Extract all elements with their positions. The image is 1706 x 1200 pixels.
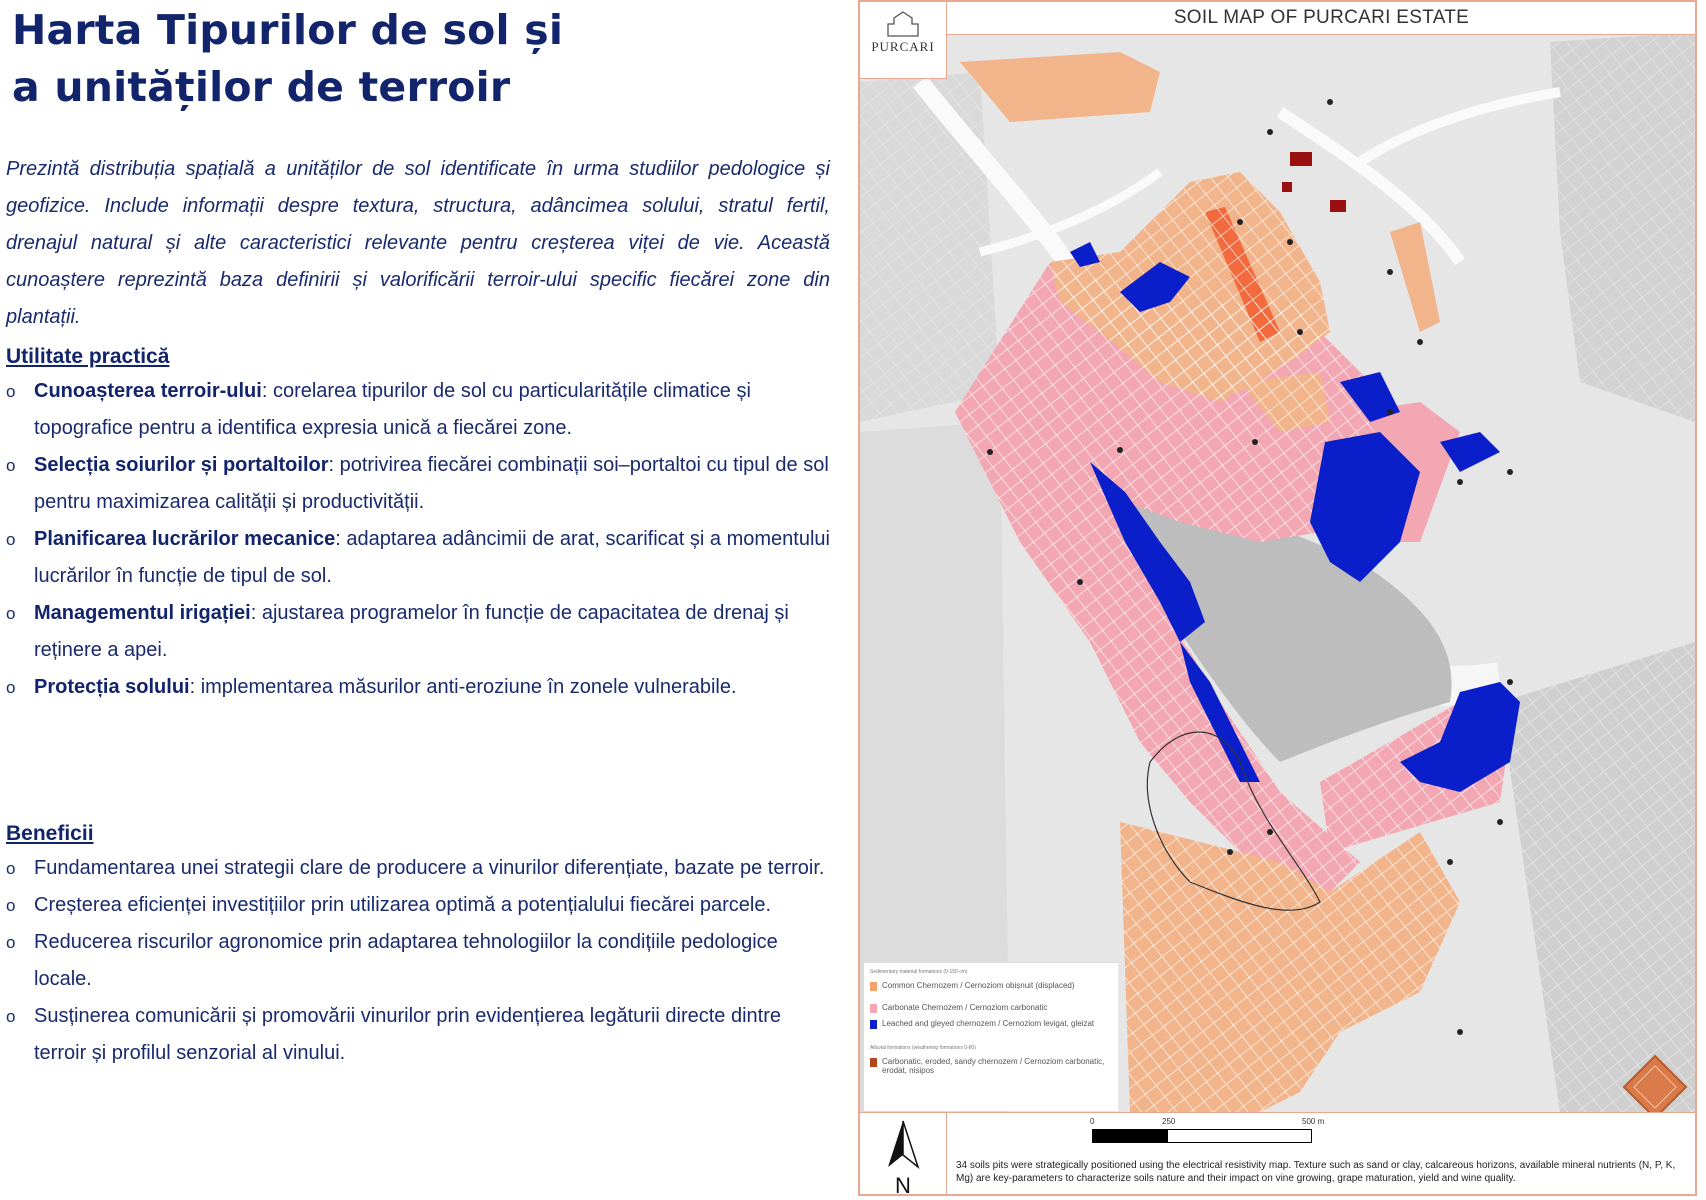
- darkred-plot-2: [1330, 200, 1346, 212]
- utilitate-item-title: Cunoașterea terroir-ului: [34, 380, 262, 402]
- utilitate-item: [6, 669, 836, 706]
- utilitate-item-text: : corelarea tipurilor de sol cu particularitățile climatice și topografice pentru a identifica expresia unică a fiecărei zone.: [34, 380, 751, 439]
- legend-group-title: Sedimentary material formations (0-150 cm): [870, 969, 968, 975]
- utilitate-item-text: : potrivirea fiecărei combinații soi–portaltoi cu tipul de sol pentru maximizarea calității și productivității.: [34, 454, 829, 513]
- north-arrow-icon: [860, 1113, 946, 1173]
- legend-label: Carbonate Chernozem / Cernoziom carbonatic: [882, 1003, 1048, 1012]
- utilitate-item-title: Selecția soiurilor și portaltoilor: [34, 454, 329, 476]
- legend-swatch: [870, 1020, 877, 1029]
- title-line-1: Harta Tipurilor de sol și: [12, 6, 564, 54]
- beneficii-item: o Fundamentarea unei strategii clare de producere a vinurilor diferențiate, bazate pe terroir.: [6, 850, 836, 887]
- utilitate-item-title: Protecția solului: [34, 676, 190, 698]
- intro-paragraph: Prezintă distribuția spațială a unităților de sol identificate în urma studiilor pedologice și geofizice. Include informații despre textura, structura, adâncimea solului, stratul fertil, drenajul natural și alte caracteristici relevante pentru creșterea viței de vie. Această cunoaștere reprezintă baza definirii și valorificării terroir-ului specific fiecărei zone din plantații.: [6, 158, 830, 328]
- darkred-plot-1: [1290, 152, 1312, 166]
- utilitate-item: [6, 521, 836, 595]
- beneficii-item: o Reducerea riscurilor agronomice prin adaptarea tehnologiilor la condițiile pedologice locale.: [6, 924, 836, 998]
- utilitate-item: [6, 373, 836, 447]
- map-title: SOIL MAP OF PURCARI ESTATE: [946, 2, 1696, 35]
- legend-label: Common Chernozem / Cernoziom obișnuit (displaced): [882, 981, 1075, 990]
- utilitate-item-title: Planificarea lucrărilor mecanice: [34, 528, 336, 550]
- title-line-2: a unităților de terroir: [12, 63, 511, 111]
- utilitate-item: [6, 595, 836, 669]
- utilitate-item-text: : adaptarea adâncimii de arat, scarificat și a momentului lucrărilor în funcție de tipul de sol.: [34, 528, 830, 587]
- legend-label: Carbonatic, eroded, sandy chernozem / Cernoziom carbonatic, erodat, nisipos: [882, 1057, 1105, 1075]
- map-footer: [860, 1112, 1695, 1196]
- scale-bar: [1092, 1129, 1312, 1143]
- scale-label-250: 250: [1162, 1117, 1176, 1126]
- legend-group-title: Alluvial formations (weathering formations 0-60): [870, 1045, 976, 1051]
- legend-swatch: [870, 1058, 877, 1067]
- utilitate-item-title: Managementul irigației: [34, 602, 251, 624]
- beneficii-item: o Susținerea comunicării și promovării vinurilor prin evidențierea legăturii directe dintre terroir și profilul senzorial al vinului.: [6, 998, 836, 1072]
- utilitate-item-text: : implementarea măsurilor anti-eroziune în zonele vulnerabile.: [189, 676, 737, 698]
- legend-swatch: [870, 982, 877, 991]
- scale-label-500: 500 m: [1302, 1117, 1325, 1126]
- north-arrow: [860, 1113, 947, 1196]
- scale-label-0: 0: [1090, 1117, 1095, 1126]
- utilitate-heading: Utilitate practică: [6, 345, 170, 368]
- beneficii-list: [6, 850, 836, 1072]
- utilitate-list: [6, 373, 836, 706]
- page-title: [12, 2, 842, 116]
- purcari-logo: [860, 2, 947, 79]
- logo-text: PURCARI: [871, 39, 935, 54]
- soil-map: [858, 0, 1697, 1196]
- map-legend: [864, 962, 1118, 1111]
- castle-icon: [860, 2, 946, 42]
- beneficii-item: o Creșterea eficienței investițiilor prin utilizarea optimă a potențialului fiecărei parcele.: [6, 887, 836, 924]
- legend-swatch: [870, 1004, 877, 1013]
- legend-label: Leached and gleyed chernozem / Cernoziom levigat, gleizat: [882, 1019, 1095, 1028]
- beneficii-heading: Beneficii: [6, 822, 94, 845]
- map-note: 34 soils pits were strategically positioned using the electrical resistivity map. Texture such as sand or clay, calcareous horizons, available mineral nutrients (N, P, K, Mg) are key-parameters to characterize soils nature and their impact on vine growing, grape maturation, yield and wine quality.: [956, 1160, 1676, 1184]
- utilitate-item: [6, 447, 836, 521]
- north-label: N: [895, 1173, 911, 1196]
- utilitate-item-text: : ajustarea programelor în funcție de capacitatea de drenaj și reținere a apei.: [34, 602, 789, 661]
